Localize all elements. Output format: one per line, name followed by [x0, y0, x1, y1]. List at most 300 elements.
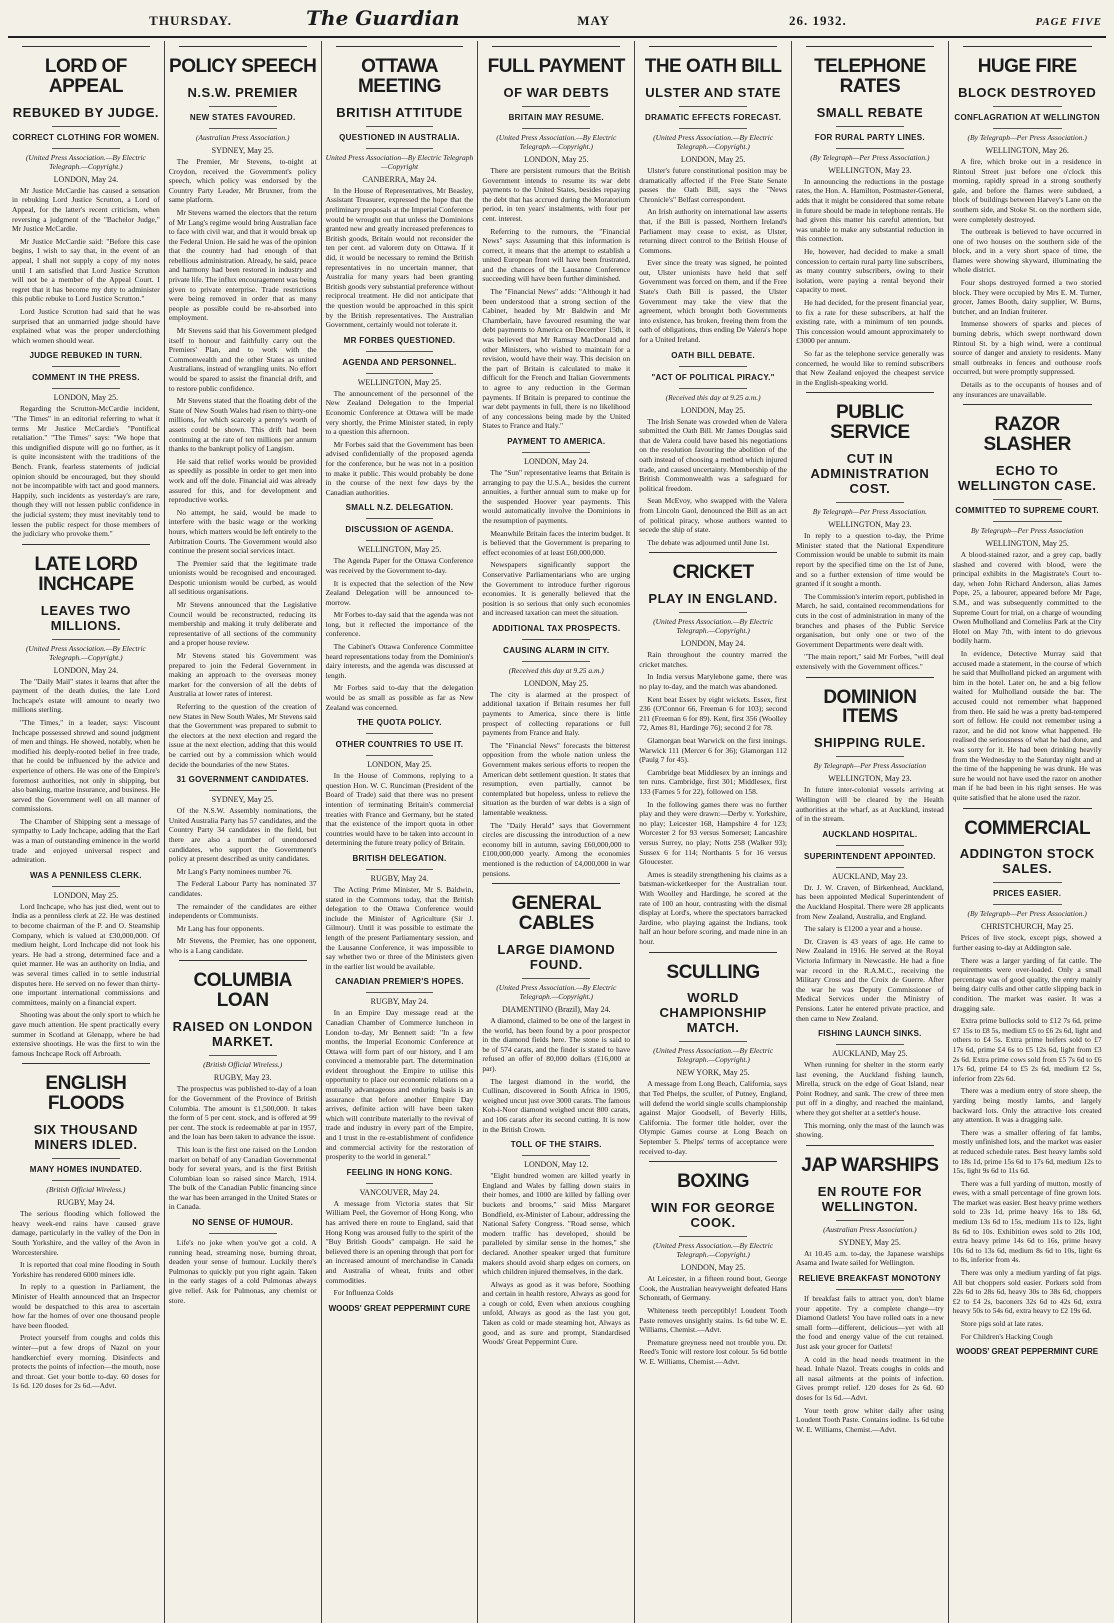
- byline: (By Telegraph—Per Press Association.): [810, 152, 930, 162]
- byline: (United Press Association.—By Electric Telegraph.—Copyright.): [653, 1046, 774, 1065]
- paragraph: In reply to a question to-day, the Prime Minister stated that the National Expenditure Commission would be unable to submit its main report by the specified time on the 1st of June, and so a further extension of time would be granted if it sought a month.: [795, 531, 944, 589]
- byline: (United Press Association.—By Electric Telegraph.—Copyright.): [653, 617, 774, 636]
- paragraph: The Premier, Mr Stevens, to-night at Croydon, received the Government's policy speech, which policy was endorsed by the Country Party Leader, Mr Bruxner, from the same platform.: [168, 156, 317, 205]
- deck-headline: OF WAR DEBTS: [503, 84, 610, 100]
- paragraph: In an Empire Day message read at the Canadian Chamber of Commerce luncheon in London to-day, Mr Bennett said: "In a few months, the Imperial Economic Conference at Ottawa will form part of our history, and I am convinced a memorable part. The determination evident throughout the Empire to utilise this opportunity to place our economic relations on a mutually advantageous and enduring basis is an assurance that before another Empire Day arrives, definite action will have been taken which will contribute materially to the revival of trade and industry in every part of the Empire, and I trust in the re-establishment of confidence and commercial activity for the restoration of prosperity to the world in general.": [325, 1008, 474, 1162]
- paragraph: Mr Stevens stated his Government was prepared to join the Federal Government in making an approach to the overseas money market for the conversion of all the debts of Australia at lower rates of interest.: [168, 651, 317, 699]
- paragraph: Four shops destroyed formed a two storied block. They were occupied by Mrs E. M. Turner, grocer, James Booth, dairy supplier, W. Burns, butcher, and an Indian fruiterer.: [952, 278, 1102, 316]
- byline: (United Press Association.—By Electric Telegraph.—Copyright.): [25, 643, 146, 662]
- dateline: RUGBY, May 23.: [213, 1073, 272, 1083]
- paragraph: In the following games there was no further play and they were drawn:—Derby v. Yorkshire, no play; Leicester 168, Hampshire 4 for 123; Worcester 2 for 93 versus Somerset; Lancashire versus Surrey, no play; Notts 258 (Walker 93); Sussex 6 for 114; Northants 5 for 16 versus Gloucester.: [639, 799, 787, 867]
- paragraph: There was only a medium yarding of fat pigs. All but choppers sold easier. Porkers sold from 22s 6d to 28s 6d, heavy 30s to 38s 6d, choppers £2 to £4 2s, baconers 32s 6d to 42s 6d, extra heavy 50s to 54s 6d, extra heavy to £2 19s 6d.: [952, 1268, 1102, 1316]
- paragraph: Mr Forbes said to-day that the delegation would be as small as possible as far as New Zealand was concerned.: [325, 683, 474, 712]
- rule-divider: [679, 366, 747, 367]
- rule-divider: [22, 544, 150, 545]
- deck-headline: ECHO TO WELLINGTON CASE.: [957, 463, 1097, 494]
- rule-divider: [366, 755, 434, 756]
- rule-divider: [22, 1063, 150, 1064]
- paragraph: In the House of Representatives, Mr Beasley, Assistant Treasurer, expressed the hope that the preliminary proposals at the Imperial Conference would be wrought out that unless the Dominions granted new and greatly increased preferences to British goods, Britain would not reconsider the ten per cent. ad valorem duty on Ottawa. If it did, it would be necessary to remind the British representatives in no uncertain manner, that Australia for many years had been granting British goods very substantial preference without reciprocal treatment. He did not anticipate that the question would be approached in this spirit by the British representatives. The Australian Government, certainly would not tolerate it.: [325, 185, 474, 330]
- deck-headline: SHIPPING RULE.: [814, 735, 926, 751]
- paragraph: Rain throughout the country marred the cricket matches.: [639, 650, 787, 669]
- rule-divider: [806, 677, 934, 678]
- paragraph: He had decided, for the present financial year, to fix a rate for these subscribers, at half the existing rate, with a minimum of ten pounds. This concession would amount approximately to £3000 per annum.: [795, 298, 944, 346]
- article: [953, 1332, 1102, 1358]
- byline: (Received this day at 9.25 a.m.): [508, 665, 604, 675]
- subheading: FEELING IN HONG KONG.: [346, 1167, 453, 1177]
- paragraph: A diamond, claimed to be one of the largest in the world, has been found by a poor prospector in the diamond fields here. The stone is said to be of 574 carats, and the finder is stated to have refused an offer of 80,000 dollars (£16,000 at par).: [482, 1016, 631, 1073]
- rule-divider: [366, 733, 434, 734]
- paragraph: Kent beat Essex by eight wickets. Essex, first 236 (O'Connor 66, Freeman 6 for 103); second 211 (Freeman 6 for 89). Kent, first 356 (Woolley 72, Ames 81, Hardinge 76); second 2 for 78.: [639, 694, 787, 733]
- rule-divider: [806, 46, 934, 47]
- byline: (Received this day at 9.25 a.m.): [665, 392, 761, 402]
- rule-divider: [963, 46, 1092, 47]
- byline: (United Press Association.—By Electric Telegraph.—Copyright.): [653, 132, 774, 151]
- paragraph: A blood-stained razor, and a grey cap, badly slashed and covered with blood, were the principal exhibits in the Magistrate's Court to-day, when John Richard Anderson, alias James Pope, 25, a labourer, appeared before Mr Page, S.M., and was subsequently committed to the Supreme Court for trial, on a charge of wounding Owen Mulholland and Cornelius Park at the City Hotel on May 7th, with intent to do grievous bodily harm.: [952, 550, 1102, 646]
- headline: TELEPHONE RATES: [814, 56, 926, 97]
- rule-divider: [806, 1145, 934, 1146]
- masthead-paper-name: The Guardian: [306, 6, 460, 30]
- paragraph: Mr Stevens stated that the floating debt of the State of New South Wales had risen to thirty-one millions, for which scarcely a penny's worth of assets could be shown. This drift had been continuing at the rate of ten millions per annum thanks to the bankrupt policy of Langism.: [168, 396, 317, 454]
- paragraph: Meanwhile Britain faces the interim budget. It is believed that the Government is preparing to effect economies of at least £60,000,000.: [482, 528, 631, 557]
- dateline: LONDON, May 12.: [524, 1160, 589, 1170]
- paragraph: Store pigs sold at late rates.: [960, 1319, 1044, 1328]
- paragraph: The Commission's interim report, published in March, he said, contained recommendations for cuts in the cost of administration in many of the branches and phases of the Public Service organisation, but only one or two of the Government Departments were dealt with.: [795, 591, 944, 649]
- byline: (Australian Press Association.): [195, 132, 290, 142]
- rule-divider: [993, 882, 1062, 883]
- article: [482, 1280, 630, 1347]
- headline: ENGLISH FLOODS: [45, 1073, 127, 1115]
- dateline: SYDNEY, May 25.: [211, 145, 274, 155]
- byline: United Press Association—By Electric Telegraph—Copyright: [325, 152, 474, 171]
- dateline: WELLINGTON, May 25.: [985, 539, 1069, 549]
- rule-divider: [679, 612, 747, 613]
- byline: By Telegraph—Per Press Association: [813, 761, 927, 771]
- dateline: NEW YORK, May 25.: [676, 1068, 750, 1078]
- article: [326, 336, 474, 498]
- paragraph: When running for shelter in the storm early last evening, the Auckland fishing launch, Mirella, struck on the edge of Goat Island, near Point Rodney, and sank. The crew of three men put off in a dinghy, and reached the mainland, where they got shelter at a settler's house.: [795, 1060, 944, 1118]
- deck-headline: WORLD CHAMPIONSHIP MATCH.: [659, 990, 767, 1036]
- article: [12, 871, 160, 1059]
- headline: SCULLING: [666, 961, 760, 983]
- headline: HUGE FIRE: [977, 56, 1077, 77]
- rule-divider: [963, 404, 1092, 405]
- article: [796, 1029, 944, 1140]
- dateline: CHRISTCHURCH, May 25.: [980, 922, 1074, 932]
- advertisement: Always as good as it was before, Soothing and certain in health restore, Always as good for a cough or cold, Even when anxious coughing unfold, Always as good as the last you got, Taken as cold or made steaming hot, Always as good, and as sure and prompt, Standardised Woods' Great Peppermint Cure.: [482, 1279, 631, 1347]
- byline: By Telegraph—Per Press Association: [970, 526, 1084, 536]
- paragraph: In the House of Commons, replying to a question Hon. W. C. Runciman (President of the Board of Trade) said that there was no present intention of terminating Britain's commercial treaties with France and Germany, but he stated that the existence of the import quota in other countries would have to be taken into account in determining the future treaty policy of Britain.: [325, 771, 474, 848]
- paragraph: In announcing the reductions in the postage rates, the Hon. A. Hamilton, Postmaster-General, adds that it might be considered that some rebate in future should be made in telephone rentals. He had given this matter his careful attention, but was unable to make any substantial reduction in this connection.: [795, 176, 944, 244]
- byline: (British Official Wireless.): [203, 1060, 283, 1070]
- byline: (Australian Press Association.): [823, 1224, 917, 1234]
- paragraph: "The main report," said Mr Forbes, "will deal extensively with the Government offices.": [795, 652, 944, 671]
- dateline: LONDON, May 25.: [680, 154, 746, 164]
- dateline: LONDON, May 25.: [53, 890, 119, 900]
- columns: [8, 41, 1106, 1623]
- deck-headline: CUT IN ADMINISTRATION COST.: [810, 451, 930, 497]
- subheading: CAUSING ALARM IN CITY.: [503, 645, 610, 655]
- rule-divider: [492, 883, 620, 884]
- rule-divider: [52, 886, 120, 887]
- paragraph: Mr Stevens announced that the Legislative Council would be reconstructed, reducing its membership and making it truly deliberate and representative of all sections of the community and a proper house review.: [168, 600, 317, 648]
- subheading: PAYMENT TO AMERICA.: [507, 436, 606, 446]
- headline: OTTAWA MEETING: [357, 56, 442, 97]
- deck-headline: LEAVES TWO MILLIONS.: [40, 602, 131, 633]
- subheading: CANADIAN PREMIER'S HOPES.: [335, 977, 464, 987]
- article: [953, 808, 1102, 1329]
- rule-divider: [492, 46, 620, 47]
- paragraph: Cambridge beat Middlesex by an innings and ten runs. Cambridge, first 301; Middlesex, first 133 (Farnes 5 for 22), followed on 158.: [639, 767, 787, 796]
- paragraph: Mr Lang's Party nominees number 76.: [176, 866, 292, 876]
- rule-divider: [366, 126, 434, 127]
- article: [12, 46, 160, 345]
- rule-divider: [649, 1161, 777, 1162]
- article: [482, 1140, 630, 1277]
- column-7: [949, 41, 1106, 1623]
- column-5: [635, 41, 792, 1623]
- rule-divider: [366, 869, 434, 870]
- article: [169, 960, 317, 1212]
- subheading: SUPERINTENDENT APPOINTED.: [804, 851, 936, 861]
- rule-divider: [679, 388, 747, 389]
- rule-divider: [52, 639, 120, 640]
- article: [12, 1333, 160, 1391]
- paragraph: The Acting Prime Minister, Mr S. Baldwin, stated in the Commons today, that the British delegation to the Ottawa Conference would include the Minister of Agriculture (Sir J. Gilmour). Until it was possible to estimate the length of the present Parliamentary session, and the Lausanne Conference, it was impossible to say whether two or three of the Ministers given in the earlier list would be available.: [325, 884, 474, 971]
- rule-divider: [366, 1183, 434, 1184]
- paragraph: Ever since the treaty was signed, he pointed out, Ulster unionists have held that self Government was forced on them, and if the Free State's Oath Bill is passed, the Ulster Government may take the view that the agreement, which brought both Governments into existence, has broken, freeing them from the oath of obligations, thus ending De Valera's hope for a United Ireland.: [639, 258, 787, 345]
- rule-divider: [993, 521, 1062, 522]
- paragraph: There was a medium entry of store sheep, the yarding being mostly lambs, and largely backward lots. Only the attractive lots created any attention. It was a dragging sale.: [952, 1086, 1102, 1125]
- subheading: OTHER COUNTRIES TO USE IT.: [335, 740, 464, 750]
- paragraph: The largest diamond in the world, the Cullinan, discovered in South Africa in 1905, weighed uncut just over 3000 carats. The famous Koh-i-Noor diamond weighed uncut 800 carats, and 106 carats after its second cutting. It is now in the British Crown.: [482, 1076, 631, 1134]
- paragraph: Referring to the question of the creation of new States in New South Wales, Mr Stevens said that the Government was prepared to submit to the electors at the next election and regard the issue at the next election, adding that this would be carried out by a commission which would decide the boundaries of the new States.: [168, 702, 317, 769]
- paragraph: The salary is £1200 a year and a house.: [803, 924, 923, 934]
- deck-headline: RAISED ON LONDON MARKET.: [172, 1019, 313, 1050]
- subheading: 31 GOVERNMENT CANDIDATES.: [176, 775, 309, 785]
- paragraph: Mr Stevens said that his Government pledged itself to honour and faithfully carry out the Premiers' Plan, and to work with the Commonwealth and the other States as united Australians, instead of wrangling units. No effort would be spared to assist the financial drift, and to restore public confidence.: [168, 326, 317, 393]
- paragraph: There are persistent rumours that the British Government intends to resume its war debt payments to the United States, besides repaying the debt that has accrued during the Moratorium period, in ten years' instalments, with four per cent. interest.: [482, 165, 631, 223]
- dateline: AUCKLAND, May 23.: [832, 871, 908, 881]
- rule-divider: [366, 373, 434, 374]
- article: [482, 624, 630, 878]
- paragraph: An Irish authority on international law asserts that, if the Bill is passed, Northern Ireland's Parliament may cease to exist, as Ulster, returning direct control to the British House of Commons.: [639, 207, 787, 255]
- rule-divider: [209, 106, 277, 107]
- rule-divider: [52, 126, 120, 127]
- paragraph: In reply to a question in Parliament, the Minister of Health announced that an Inspector would be despatched to this area to ascertain how far the homes of over one thousand people have been flooded.: [12, 1282, 160, 1330]
- paragraph: The debate was adjourned until June 1st.: [647, 537, 770, 547]
- paragraph: The announcement of the personnel of the New Zealand Delegation to the Imperial Economic Conference at Ottawa will be made very shortly, the Prime Minister stated, in reply to a question this afternoon.: [325, 388, 474, 437]
- rule-divider: [522, 639, 590, 640]
- deck-headline: QUESTIONED IN AUSTRALIA.: [339, 132, 460, 142]
- article: [326, 718, 474, 848]
- rule-divider: [22, 46, 150, 47]
- dateline: SYDNEY, May 25.: [838, 1237, 901, 1247]
- article: [796, 46, 944, 387]
- advertisement: Premature greyness need not trouble you. Dr. Reed's Tonic will restore lost colour. 5s 6d bottle W. E. Williams, Chemist.—Advt.: [639, 1337, 787, 1366]
- subheading: JUDGE REBUKED IN TURN.: [29, 351, 143, 361]
- deck-headline: FOR RURAL PARTY LINES.: [814, 132, 925, 142]
- headline: BOXING: [677, 1171, 750, 1193]
- headline: GENERAL CABLES: [511, 893, 601, 935]
- rule-divider: [836, 148, 904, 149]
- dateline: CANBERRA, May 24.: [362, 174, 437, 184]
- rule-divider: [679, 1236, 747, 1237]
- rule-divider: [52, 1180, 120, 1181]
- article: [482, 883, 630, 1134]
- rule-divider: [179, 46, 307, 47]
- article: [796, 392, 944, 671]
- article: [796, 677, 944, 824]
- rule-divider: [366, 351, 434, 352]
- deck-headline: SMALL REBATE: [816, 104, 924, 120]
- article: [796, 830, 944, 1023]
- column-3: [322, 41, 479, 1623]
- subheading: RELIEVE BREAKFAST MONOTONY: [798, 1273, 942, 1283]
- paragraph: Mr Stevens warned the electors that the return of Mr Lang's regime would bring Australian face to face with civil war, and that it would break up the Federal Union. He said he was of the opinion that the country had had enough of that rebellious administration. Already, he said, peace and harmony had been restored in industry and private life. The influx encouragement was being given to private enterprise. Trade restrictions were being removed in order that as many people as possible could be re-absorbed into employment.: [168, 207, 317, 323]
- column-6: [792, 41, 949, 1623]
- paragraph: Mr Lang has four opponents.: [176, 923, 265, 933]
- article: [639, 1161, 787, 1303]
- advertisement: Whiteness teeth perceptibly! Loudent Tooth Paste removes unsightly stains. 1s 6d tube W. E. Williams, Chemist.—Advt.: [639, 1305, 787, 1335]
- paragraph: Referring to the rumours, the "Financial News" says: Assuming that this information is correct, it means that the attempt to establish a united European front will have been frustrated, and the chances of the Lausanne Conference succeeding will have been further diminished.: [482, 226, 631, 284]
- article: [326, 854, 474, 971]
- paragraph: Mr Justice McCardie has caused a sensation in rebuking Lord Justice Scrutton, a Lord of Appeal, for the latter's recent criticism, when reversing a judgment of the "Bachelor Judge," Mr Justice McCardie.: [12, 185, 160, 234]
- dateline: LONDON, May 24.: [524, 456, 589, 466]
- byline: (United Press Association.—By Electric Telegraph.—Copyright.): [496, 132, 617, 151]
- paragraph: Lord Justice Scrutton had said that he was surprised that an unmarried judge should have explained what was the proper underclothing which women should wear.: [12, 307, 160, 345]
- advertisement: Life's no joke when you've got a cold. A running head, streaming nose, burning throat, deaden your sense of humour. Luckily there's Pulmonas to quickly put you right again. Taken in the early stages of a cold Pulmonas always give relief. Ask for Pulmonas, any chemist or store.: [168, 1238, 317, 1305]
- masthead-month: MAY: [577, 13, 611, 28]
- paragraph: The serious flooding which followed the heavy week-end rains have caused grave damage, particularly in the valley of the Don in South Yorkshire, and the valley of the Avon in Worcestershire.: [12, 1209, 160, 1257]
- paragraph: He, however, had decided to make a small concession to certain rural party line subscribers, as many country subscribers, owing to their isolation, were paying a rental beyond their capacity to meet.: [795, 247, 944, 295]
- masthead-page-number: PAGE FIVE: [1035, 16, 1102, 28]
- byline: (British Official Wireless.): [46, 1185, 126, 1195]
- article: [169, 46, 317, 769]
- dateline: LONDON, May 25.: [53, 393, 119, 403]
- dateline: WELLINGTON, May 25.: [357, 377, 442, 387]
- rule-divider: [209, 1055, 277, 1056]
- rule-divider: [649, 552, 777, 553]
- article: [953, 46, 1102, 399]
- advertisement: A cold in the head needs treatment in the head. Inhale Nazol. Treats coughs in colds and all nasal ailments at the points of infection. Gives prompt relief. 120 doses for 2s 6d. 60 doses for 1s 6d.—Advt.: [795, 1354, 944, 1402]
- rule-divider: [679, 1041, 747, 1042]
- rule-divider: [836, 1220, 904, 1221]
- masthead-date: 26. 1932.: [788, 13, 847, 28]
- headline: JAP WARSHIPS: [801, 1154, 939, 1176]
- paragraph: The prospectus was published to-day of a loan for the Government of the Province of British Columbia. The amount is £1,500,000. It takes the form of 5 per cent. stock, and is offered at 99 per cent. The stock is redeemable at par in 1957, and the loan has been taken to advance the issue.: [168, 1084, 317, 1142]
- article: [326, 1168, 474, 1285]
- deck-headline: NEW STATES FAVOURED.: [189, 112, 296, 122]
- article: [12, 544, 160, 865]
- byline: (United Press Association.—By Electric Telegraph.—Copyright.): [496, 983, 617, 1002]
- paragraph: The city is alarmed at the prospect of additional taxation if Britain resumes her full payments to America, since there is little prospect of collecting reparations or full payments from France and Italy.: [482, 689, 631, 738]
- deck-headline: LARGE DIAMOND FOUND.: [497, 942, 616, 973]
- deck-headline: COMMITTED TO SUPREME COURT.: [955, 506, 1099, 516]
- paragraph: Mr Forbes to-day said that the agenda was not long, but it reflected the importance of the conference.: [325, 610, 474, 639]
- dateline: WELLINGTON, May 23.: [828, 165, 912, 175]
- byline: By Telegraph—Per Press Association.: [812, 507, 928, 517]
- deck-headline: EN ROUTE FOR WELLINGTON.: [817, 1183, 922, 1214]
- article: [169, 1218, 317, 1305]
- rule-divider: [679, 128, 747, 129]
- paragraph: Lord Inchcape, who has just died, went out to India as a penniless clerk at 22. He was destined to become chairman of the P. and O. Steamship Company, which is valued at £30,000,000. Of medium height, Lord Inchcape did not look his years. He had a strong, determined face and a quiet manner. He was an authority on India, and was several times called in to settle industrial disputes here. He served on no fewer than thirty-one important international commissions and committees, mainly on a financial expert.: [12, 901, 160, 1007]
- article: [169, 775, 317, 955]
- paragraph: Sean McEvoy, who swapped with the Valera from Lincoln Gaol, denounced the Bill as an act of political piracy, whose authors wanted to secede the ship of state.: [639, 496, 787, 535]
- deck-headline: DRAMATIC EFFECTS FORECAST.: [645, 112, 782, 122]
- paragraph: Ulster's future constitutional position may be dramatically affected if the Free State Senate passes the Oath Bill, says the "News Chronicle's" Belfast correspondent.: [639, 165, 787, 204]
- rule-divider: [366, 992, 434, 993]
- paragraph: There was a full yarding of mutton, mostly of ewes, with a small percentage of fine grown lots. The market was easier. Best heavy prime wethers sold to 23s 1d, prime heavy 16s to 18s 6d, medium 13s 6d to 15s, medium 11s to 12s, light 8s 6d to 10s. Exhibition ewes sold to 20s 10d, extra heavy prime 14s 6d to 16s, prime heavy 10s 6d to 13s 6d, medium 8s 6d to 10s, light 6s to 8s, inferior from 4s.: [952, 1178, 1102, 1265]
- subheading: FISHING LAUNCH SINKS.: [818, 1029, 922, 1039]
- paragraph: "The Times," in a leader, says: Viscount Inchcape possessed shrewd and sound judgment of men and things. He showed, notably, when he modified his deeply-rooted belief in free trade, that he could be influenced by the advice and experience of others. He was one of the Empire's foremost authorities, not only in shipping, but also banking, marine insurance, and business. He served the Government well on all manner of commissions.: [12, 717, 160, 814]
- advertisement: Protect yourself from coughs and colds this winter—put a few drops of Nazol on your handkerchief every morning. Disinfects and protects the points of infection—the mouth, nose and throat. Get your bottle to-day. 60 doses for 1s 6d. 120 doses for 2s 6d.—Advt.: [12, 1333, 160, 1391]
- headline: POLICY SPEECH: [169, 56, 317, 77]
- deck-headline: ULSTER AND STATE: [645, 84, 781, 100]
- deck-headline: PLAY IN ENGLAND.: [648, 591, 778, 607]
- paragraph: In evidence, Detective Murray said that accused made a statement, in the course of which he said that Mulholland picked an argument with him in the hotel. Later on, he and a big fellow waited for Mulholland outside the bar. The accused could not remember what happened from then. He said he was a pretty bad-tempered sort of fellow. He could not remember using a razor, and he did not know what happened. He realised the seriousness of what he had done, and was sorry for it. He had been drinking heavily from the Wednesday to the Saturday night and at the time of the happening he was drunk. He was sure he would not have used the razor on another man if he had been in his right senses. He was quite satisfied that he alone used the razor.: [952, 649, 1102, 802]
- dateline: LONDON, May 24.: [53, 665, 119, 675]
- paragraph: There was a larger yarding of fat cattle. The requirements were over-loaded. Only a small percentage was of good quality, the entry mainly being dairy culls and other cattle slipping back in condition. The market was easier. It was a dragging sale.: [952, 955, 1102, 1013]
- subheading: OATH BILL DEBATE.: [671, 350, 755, 360]
- subheading: COMMENT IN THE PRESS.: [32, 373, 140, 383]
- subheading: "ACT OF POLITICAL PIRACY.": [651, 372, 775, 382]
- paragraph: The Federal Labour Party has nominated 37 candidates.: [168, 879, 317, 898]
- paragraph: The Premier said that the legitimate trade unionists would be recognised and encouraged. Despotic unionism would be curbed, as would all seditious organisations.: [168, 558, 317, 597]
- paragraph: Glamorgan beat Warwick on the first innings. Warwick 111 (Mercer 6 for 36); Glamorgan 112 (Paulg 7 for 45).: [639, 736, 787, 765]
- article: [639, 552, 787, 946]
- paragraph: At 10.45 a.m. to-day, the Japanese warships Asama and Iwate sailed for Wellington.: [795, 1248, 944, 1268]
- paragraph: A message from Victoria states that Sir William Peel, the Governor of Hong Kong, who has arrived there en route to England, said that Hong Kong was aroused fully to the spirit of the "Buy British Goods" campaign. He said he believed there is an opening through that port for an increased amount of merchandise in Canada and Australia of wheat, fruits and other commodities.: [325, 1198, 474, 1285]
- byline: (United Press Association.—By Electric Telegraph.—Copyright.): [653, 1241, 774, 1260]
- subheading: AUCKLAND HOSPITAL.: [822, 829, 918, 839]
- paragraph: The "Financial News" adds: "Although it had been understood that a strong section of the Cabinet, headed by Mr Baldwin and Mr Chamberlain, have favoured resuming the war debt payments to America on December 15th, it was believed that Mr Ramsay MacDonald and other Ministers, who wished to maintain for a revision, would have their way. This decision on the part of Britain is calculated to make it difficult for the French and Italian Governments to agree to any reduction in the German payments. If Britain is prepared to continue the war debt payments in full, there is no likelihood of any concessions being made by the United States to France and Italy.": [482, 287, 631, 431]
- dateline: LONDON, May 25.: [367, 760, 432, 770]
- dateline: LONDON, May 25.: [680, 405, 746, 415]
- rule-divider: [836, 845, 904, 846]
- rule-divider: [836, 502, 904, 503]
- deck-headline: CONFLAGRATION AT WELLINGTON: [954, 112, 1100, 122]
- headline: RAZOR SLASHER: [983, 414, 1071, 456]
- dateline: VANCOUVER, May 24.: [359, 1187, 440, 1197]
- deck-headline: BLOCK DESTROYED: [958, 84, 1097, 100]
- rule-divider: [209, 790, 277, 791]
- rule-divider: [836, 1044, 904, 1045]
- article: [953, 404, 1102, 802]
- paragraph: The "Daily Mail" states it learns that after the payment of the death duties, the late Lord Inchcape's estate will amount to nearly two millions sterling.: [12, 676, 160, 715]
- headline: THE OATH BILL: [644, 56, 782, 77]
- rule-divider: [806, 392, 934, 393]
- byline: (By Telegraph—Per Press Association.): [967, 132, 1087, 142]
- paragraph: "Eight hundred women are killed yearly in England and Wales by falling down stairs in their homes, and 1000 are killed by falling over buckets and brooms," said Miss Margaret Bondfield, ex-Minister of Labour, addressing the National Safety Congress. "Road sense, which modern traffic has developed, should be paralleled by similar sense in the homes," she declared. Another speaker urged that furniture makers should avoid sharp edges on corners, on which children injured themselves, in the dark.: [482, 1171, 631, 1277]
- article: [796, 1274, 944, 1434]
- deck-headline: ADDINGTON STOCK SALES.: [959, 846, 1095, 877]
- paragraph: The Irish Senate was crowded when de Valera submitted the Oath Bill. Mr James Douglas said that de Valera could have based his negotiations on the resolution favouring the abolition of the oath instead of choosing a method which injured trade, and caused uncertainty. Membership of the British Commonwealth was a safeguard for political freedom.: [639, 416, 787, 493]
- article: [639, 351, 787, 548]
- dateline: LONDON, May 25.: [524, 678, 589, 688]
- subheading: NO SENSE OF HUMOUR.: [192, 1218, 294, 1228]
- rule-divider: [52, 388, 120, 389]
- article: [639, 952, 787, 1157]
- rule-divider: [679, 106, 747, 107]
- paragraph: Mr Justice McCardie said: "Before this case begins, I wish to say that, in the event of an appeal, I shall not supply a copy of my notes until I am satisfied that Lord Justice Scrutton will not be a member of the Appeal Court. I regret that it has become my duty to administer this public rebuke to Lord Justice Scrutton.": [12, 236, 160, 304]
- column-2: [165, 41, 322, 1623]
- rule-divider: [522, 1155, 590, 1156]
- paragraph: A fire, which broke out in a residence in Rintoul Street just before one o'clock this morning, rapidly spread in a strong southerly gale, and before the flames were subdued, a block of buildings between Harvey's Lane on the southern side, and Stoke St. on the northern side, were completely destroyed.: [952, 156, 1102, 224]
- advertisement: Your teeth grow whiter daily after using Loudent Tooth Paste. Contains iodine. 1s 6d tube W. E. Williams, Chemist.—Advt.: [795, 1405, 944, 1434]
- paragraph: No attempt, he said, would be made to interfere with the basic wage or the working hours, which matters would be left entirely to the Arbitration Courts. The Government would also continue the present social services intact.: [168, 507, 317, 556]
- rule-divider: [52, 1158, 120, 1159]
- paragraph: The "Sun" representative learns that Britain is arranging to pay the U.S.A., besides the current annuities, a further annual sum to make up for the suspended Hoover year payments. This would automatically involve the Dominions in the resumption of payments.: [482, 467, 631, 525]
- dateline: DIAMENTINO (Brazil), May 24.: [501, 1005, 611, 1015]
- dateline: LONDON, May 24.: [53, 174, 119, 184]
- paragraph: Mr Stevens, the Premier, has one opponent, who is a Lang candidate.: [168, 936, 317, 955]
- dateline: RUGBY, May 24.: [370, 873, 429, 883]
- headline: LORD OF APPEAL: [44, 56, 127, 97]
- dateline: SYDNEY, May 25.: [211, 795, 274, 805]
- dateline: RUGBY, May 24.: [57, 1198, 115, 1208]
- paragraph: This loan is the first one raised on the London market on behalf of any Canadian Governmental body for several years, and is the first British Columbian loan so raised since March, 1914. The bulk of the Canadian Public financing since the war has been arranged in the United States or in Canada.: [168, 1144, 317, 1212]
- rule-divider: [179, 960, 307, 961]
- rule-divider: [522, 106, 590, 107]
- dateline: WELLINGTON, May 25.: [357, 545, 442, 555]
- rule-divider: [366, 148, 434, 149]
- article: [639, 1306, 787, 1367]
- dateline: RUGBY, May 24.: [370, 997, 429, 1007]
- paragraph: The Agenda Paper for the Ottawa Conference was received by the Government to-day.: [325, 556, 474, 575]
- masthead: [8, 6, 1106, 38]
- rule-divider: [52, 148, 120, 149]
- column-4: [478, 41, 635, 1623]
- rule-divider: [522, 661, 590, 662]
- paragraph: Details as to the occupants of houses and of any insurances are unavailable.: [952, 380, 1102, 399]
- subheading: AGENDA AND PERSONNEL.: [342, 357, 457, 367]
- dateline: LONDON, May 24.: [680, 639, 746, 649]
- paragraph: The outbreak is believed to have occurred in one of two houses on the southern side of the block, and in a very short space of time, the flames were showing skyward, illuminating the whole district.: [952, 227, 1102, 275]
- headline: CRICKET: [672, 562, 754, 584]
- advertisement-box: WOODS' GREAT PEPPERMINT CURE: [328, 1303, 471, 1313]
- paragraph: There was a smaller offering of fat lambs, mostly unfinished lots, and the market was easier at reduced schedule rates. Best heavy lambs sold to 18s 1d, prime 15s 6d to 17s 6d, medium 12s to 15s, light 9s 6d to 11s 6d.: [952, 1127, 1102, 1176]
- paragraph: This morning, only the mast of the launch was showing.: [795, 1120, 944, 1140]
- paragraph: Immense showers of sparks and pieces of burning debris, which swept northward down Rintoul St. by a high wind, were a continual source of danger and anxiety to residents. Many small outbreaks in fences and outhouse roofs occurred, but were promptly suppressed.: [952, 319, 1102, 377]
- deck-headline: REBUKED BY JUDGE.: [12, 104, 160, 120]
- deck-headline: WIN FOR GEORGE COOK.: [651, 1200, 776, 1231]
- paragraph: Dr. J. W. Craven, of Birkenhead, Auckland, has been appointed Medical Superintendent of the Auckland Hospital. There were 28 applicants from New Zealand, Australia, and England.: [795, 882, 944, 921]
- paragraph: At Leicester, in a fifteen round bout, George Cook, the Australian heavyweight defeated Hans Schonrath, of Germany.: [639, 1274, 787, 1303]
- rule-divider: [963, 808, 1092, 809]
- deck-headline: CORRECT CLOTHING FOR WOMEN.: [12, 132, 160, 142]
- deck-headline: MANY HOMES INUNDATED.: [29, 1165, 143, 1175]
- rule-divider: [336, 46, 464, 47]
- paragraph: So far as the telephone service generally was concerned, he would like to remind subscribers that New Zealand enjoyed the cheapest service in the English-speaking world.: [795, 348, 944, 387]
- rule-divider: [522, 128, 590, 129]
- paragraph: The "Financial News" forecasts the bitterest opposition from the whole nation unless the Government makes serious efforts to reopen the American debt settlement question. It states that resumption, even partially, cannot be contemplated but hopeless, unless to relieve the situation as the burden of war debts is a sign of lamentable weakness.: [482, 740, 631, 817]
- subheading: DISCUSSION OF AGENDA.: [345, 525, 454, 535]
- article: [326, 977, 474, 1162]
- paragraph: In future inter-colonial vessels arriving at Wellington will be cleared by the Health authorities at the wharf, as at Auckland, instead of in the stream.: [795, 785, 944, 824]
- dateline: AUCKLAND, May 25.: [832, 1049, 908, 1059]
- rule-divider: [52, 366, 120, 367]
- subheading: MR FORBES QUESTIONED.: [343, 335, 456, 345]
- subheading: TOLL OF THE STAIRS.: [510, 1140, 602, 1150]
- subheading: SMALL N.Z. DELEGATION.: [345, 503, 454, 513]
- paragraph: Prices of live stock, except pigs, showed a further easing to-day at Addington sale.: [952, 933, 1102, 953]
- article: [482, 437, 630, 618]
- paragraph: The "Daily Herald" says that Government circles are discussing the introduction of a new economy bill in autumn, saving £60,000,000 to £100,000,000 yearly. Among the economies mentioned is the reduction of £4,000,000 in war pensions.: [482, 820, 631, 878]
- rule-divider: [649, 952, 777, 953]
- subheading: WAS A PENNILESS CLERK.: [30, 870, 142, 880]
- rule-divider: [836, 1289, 904, 1290]
- rule-divider: [366, 540, 434, 541]
